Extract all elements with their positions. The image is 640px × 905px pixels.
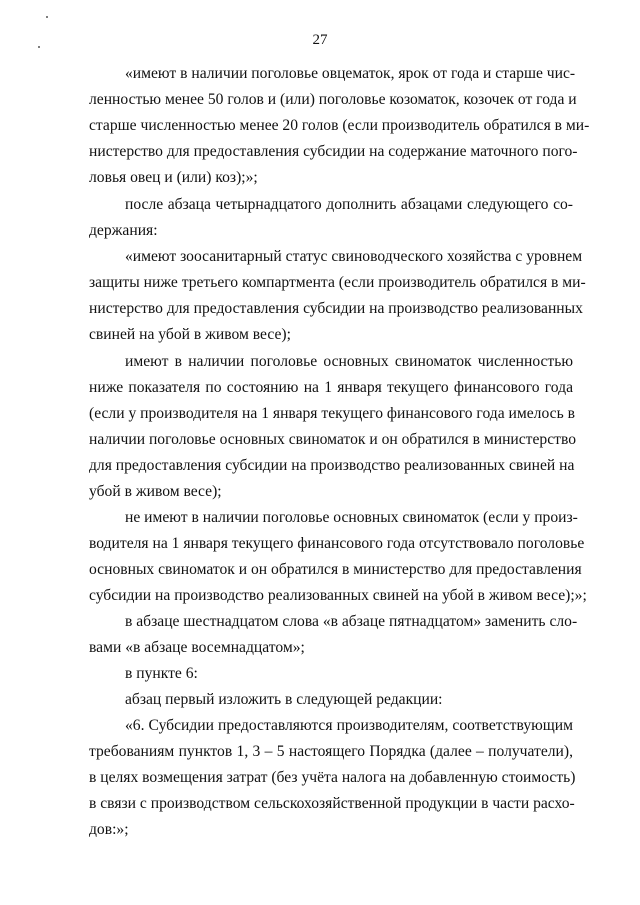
scan-speck xyxy=(46,16,48,18)
text-line: (если у производителя на 1 января текущего финансового года имелось в xyxy=(89,405,575,422)
text-line: наличии поголовье основных свиноматок и он обратился в министерство xyxy=(89,431,577,448)
text-line: для предоставления субсидии на производство реализованных свиней на xyxy=(89,457,575,474)
text-line: имеют в наличии поголовье основных свиноматок численностью xyxy=(125,353,573,370)
text-line: держания: xyxy=(89,222,158,239)
text-line: после абзаца четырнадцатого дополнить абзацами следующего со- xyxy=(125,196,573,213)
text-line: водителя на 1 января текущего финансового года отсутствовало поголовье xyxy=(89,535,585,552)
text-line: вами «в абзаце восемнадцатом»; xyxy=(89,639,305,656)
text-line: ниже показателя по состоянию на 1 января текущего финансового года xyxy=(89,379,573,396)
text-line: защиты ниже третьего компартмента (если производитель обратился в ми- xyxy=(89,274,586,291)
text-line: дов:»; xyxy=(89,821,129,838)
text-line: абзац первый изложить в следующей редакции: xyxy=(125,691,443,708)
text-line: нистерство для предоставления субсидии на производство реализованных xyxy=(89,300,583,317)
text-line: субсидии на производство реализованных свиней на убой в живом весе);»; xyxy=(89,587,587,604)
text-line: не имеют в наличии поголовье основных свиноматок (если у произ- xyxy=(125,509,578,526)
page-number: 27 xyxy=(312,32,328,48)
text-line: «6. Субсидии предоставляются производителям, соответствующим xyxy=(125,717,573,734)
text-line: основных свиноматок и он обратился в министерство для предоставления xyxy=(89,561,582,578)
text-line: ловья овец и (или) коз);»; xyxy=(89,169,258,186)
text-line: старше численностью менее 20 голов (если производитель обратился в ми- xyxy=(89,117,590,134)
text-line: в целях возмещения затрат (без учёта налога на добавленную стоимость) xyxy=(89,769,576,786)
text-line: нистерство для предоставления субсидии на содержание маточного пого- xyxy=(89,143,578,160)
text-line: в связи с производством сельскохозяйственной продукции в части расхо- xyxy=(89,795,575,812)
text-line: «имеют в наличии поголовье овцематок, ярок от года и старше чис- xyxy=(125,65,576,82)
text-line: «имеют зоосанитарный статус свиноводческого хозяйства с уровнем xyxy=(125,248,583,265)
text-line: свиней на убой в живом весе); xyxy=(89,326,291,343)
text-line: убой в живом весе); xyxy=(89,483,222,500)
text-line: в пункте 6: xyxy=(125,665,198,682)
text-line: ленностью менее 50 голов и (или) поголовье козоматок, козочек от года и xyxy=(89,91,577,108)
text-line: требованиям пунктов 1, 3 – 5 настоящего Порядка (далее – получатели), xyxy=(89,743,573,760)
text-line: в абзаце шестнадцатом слова «в абзаце пятнадцатом» заменить сло- xyxy=(125,613,578,630)
